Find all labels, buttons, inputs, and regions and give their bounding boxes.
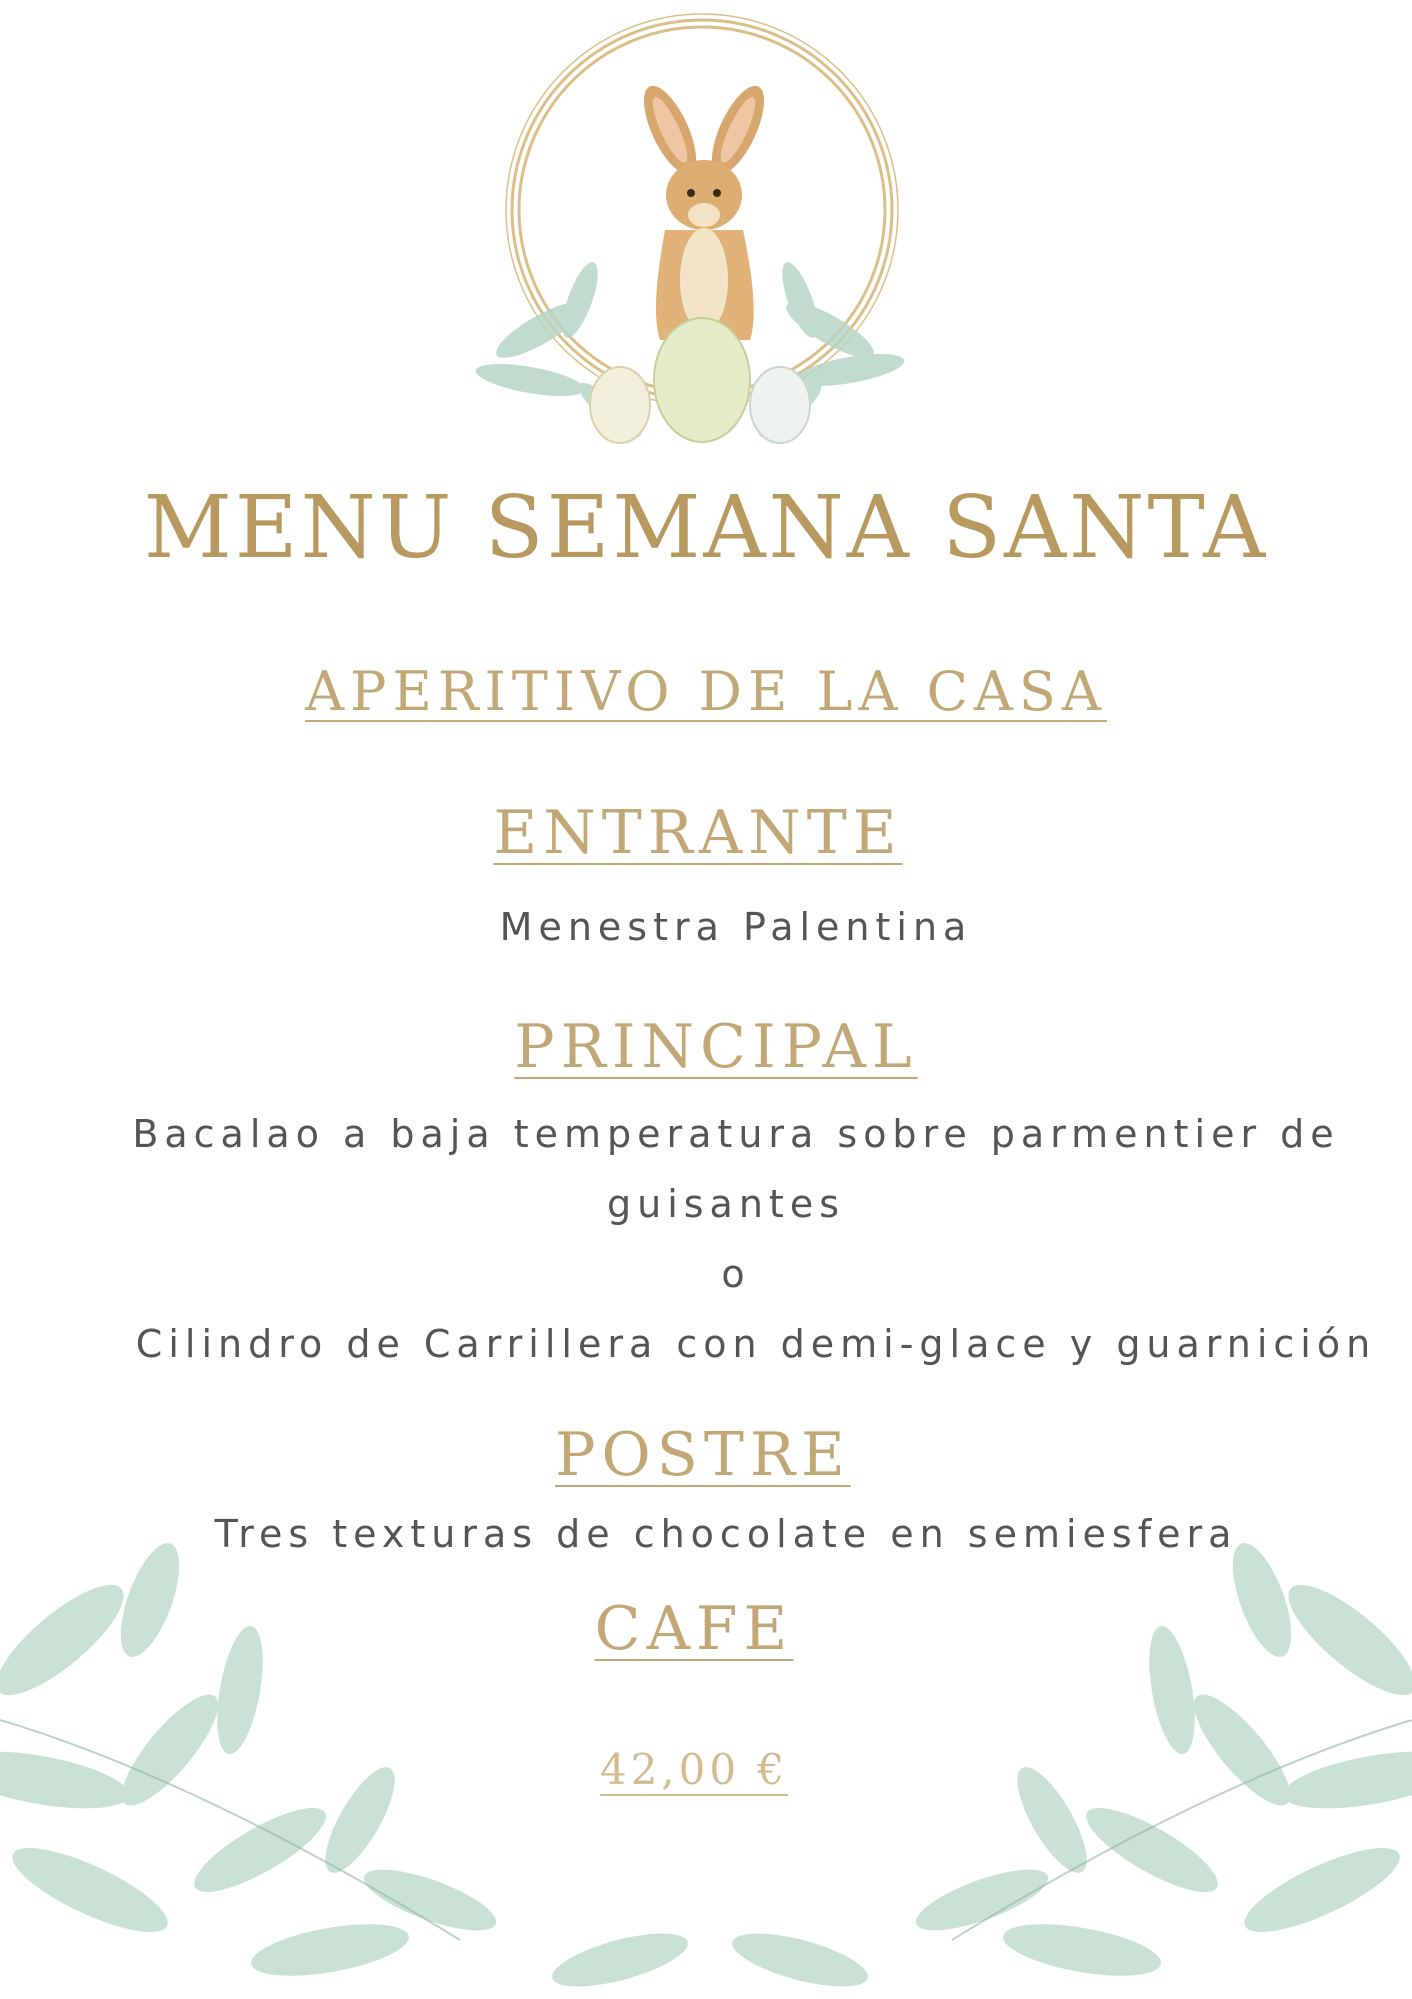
price: 42,00 €	[599, 1745, 789, 1794]
principal-dish-1-line-2: guisantes	[606, 1182, 845, 1226]
principal-dish-1-line-1: Bacalao a baja temperatura sobre parmentier de	[132, 1112, 1340, 1156]
entrante-dish: Menestra Palentina	[499, 905, 973, 949]
principal-dish-2: Cilindro de Carrillera con demi-glace y guarnición	[135, 1322, 1377, 1366]
entrante-heading: ENTRANTE	[493, 798, 903, 868]
menu-title: MENU SEMANA SANTA	[143, 478, 1269, 578]
postre-dish: Tres texturas de chocolate en semiesfera	[214, 1512, 1238, 1556]
principal-separator: o	[721, 1252, 751, 1296]
aperitivo-heading: APERITIVO DE LA CASA	[305, 660, 1107, 723]
postre-heading: POSTRE	[555, 1420, 851, 1490]
cafe-heading: CAFE	[594, 1594, 794, 1664]
principal-heading: PRINCIPAL	[514, 1012, 918, 1082]
bunny-wreath-illustration	[470, 10, 930, 460]
